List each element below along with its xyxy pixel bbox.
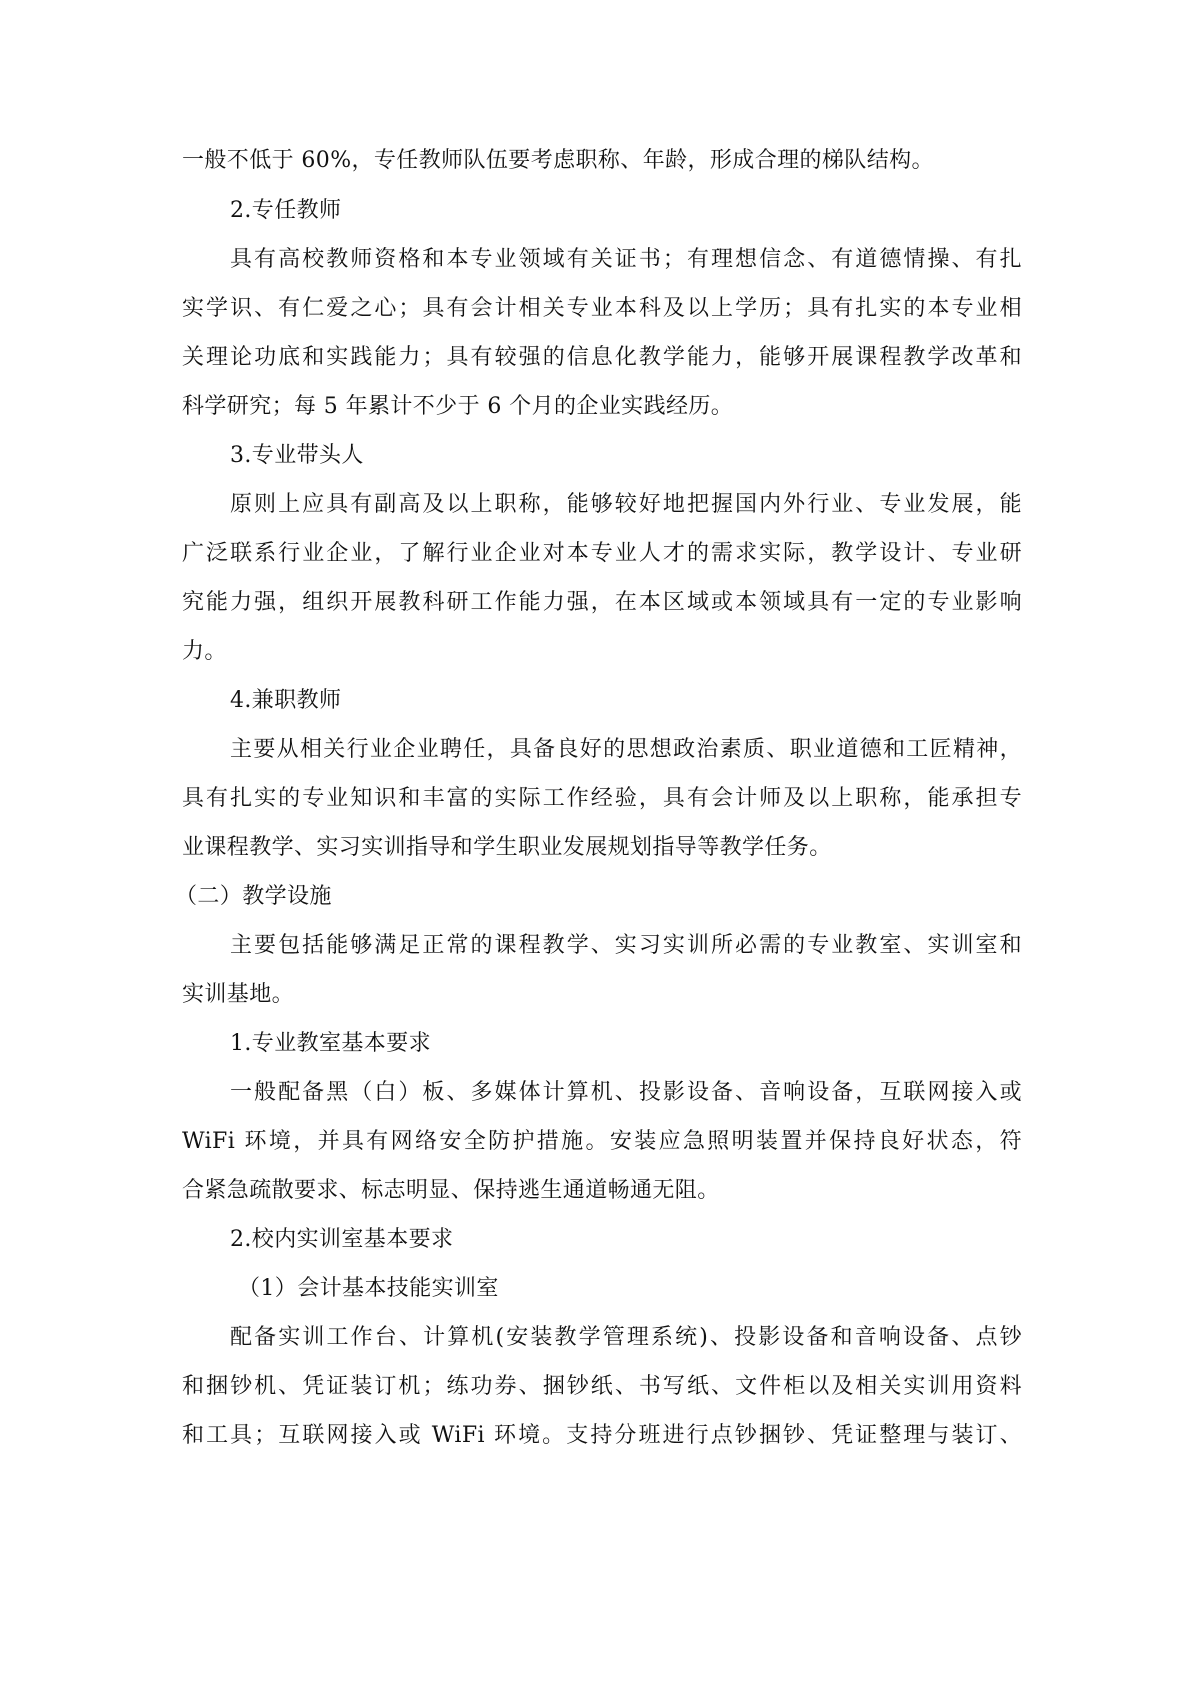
paragraph-line: 一般不低于 60%，专任教师队伍要考虑职称、年龄，形成合理的梯队结构。	[182, 148, 934, 173]
paragraph-line: 原则上应具有副高及以上职称，能够较好地把握国内外行业、专业发展，能	[230, 492, 1022, 517]
paragraph-line: WiFi 环境，并具有网络安全防护措施。安装应急照明装置并保持良好状态，符	[182, 1129, 1022, 1154]
paragraph-line: 究能力强，组织开展教科研工作能力强，在本区域或本领域具有一定的专业影响	[182, 590, 1022, 615]
paragraph-line: 具有高校教师资格和本专业领域有关证书；有理想信念、有道德情操、有扎	[230, 247, 1022, 272]
section-heading: 1.专业教室基本要求	[230, 1031, 431, 1056]
paragraph-line: 业课程教学、实习实训指导和学生职业发展规划指导等教学任务。	[182, 835, 832, 860]
paragraph-line: 实学识、有仁爱之心；具有会计相关专业本科及以上学历；具有扎实的本专业相	[182, 296, 1022, 321]
chapter-heading: （二）教学设施	[175, 884, 332, 909]
paragraph-line: 关理论功底和实践能力；具有较强的信息化教学能力，能够开展课程教学改革和	[182, 345, 1022, 370]
subsection-heading: （1）会计基本技能实训室	[238, 1276, 499, 1301]
paragraph-line: 和工具；互联网接入或 WiFi 环境。支持分班进行点钞捆钞、凭证整理与装订、	[182, 1423, 1022, 1448]
section-heading: 2.校内实训室基本要求	[230, 1227, 454, 1252]
paragraph-line: 配备实训工作台、计算机(安装教学管理系统)、投影设备和音响设备、点钞	[230, 1325, 1022, 1350]
paragraph-line: 和捆钞机、凭证装订机；练功券、捆钞纸、书写纸、文件柜以及相关实训用资料	[182, 1374, 1022, 1399]
paragraph-line: 一般配备黑（白）板、多媒体计算机、投影设备、音响设备，互联网接入或	[230, 1080, 1022, 1105]
paragraph-line: 具有扎实的专业知识和丰富的实际工作经验，具有会计师及以上职称，能承担专	[182, 786, 1022, 811]
paragraph-line: 广泛联系行业企业，了解行业企业对本专业人才的需求实际，教学设计、专业研	[182, 541, 1022, 566]
section-heading: 2.专任教师	[230, 198, 342, 223]
paragraph-line: 力。	[182, 639, 227, 664]
paragraph-line: 科学研究；每 5 年累计不少于 6 个月的企业实践经历。	[182, 394, 734, 419]
section-heading: 4.兼职教师	[230, 688, 342, 713]
paragraph-line: 主要从相关行业企业聘任，具备良好的思想政治素质、职业道德和工匠精神，	[230, 737, 1022, 762]
paragraph-line: 合紧急疏散要求、标志明显、保持逃生通道畅通无阻。	[182, 1178, 720, 1203]
paragraph-line: 实训基地。	[182, 982, 295, 1007]
paragraph-line: 主要包括能够满足正常的课程教学、实习实训所必需的专业教室、实训室和	[230, 933, 1022, 958]
section-heading: 3.专业带头人	[230, 443, 364, 468]
